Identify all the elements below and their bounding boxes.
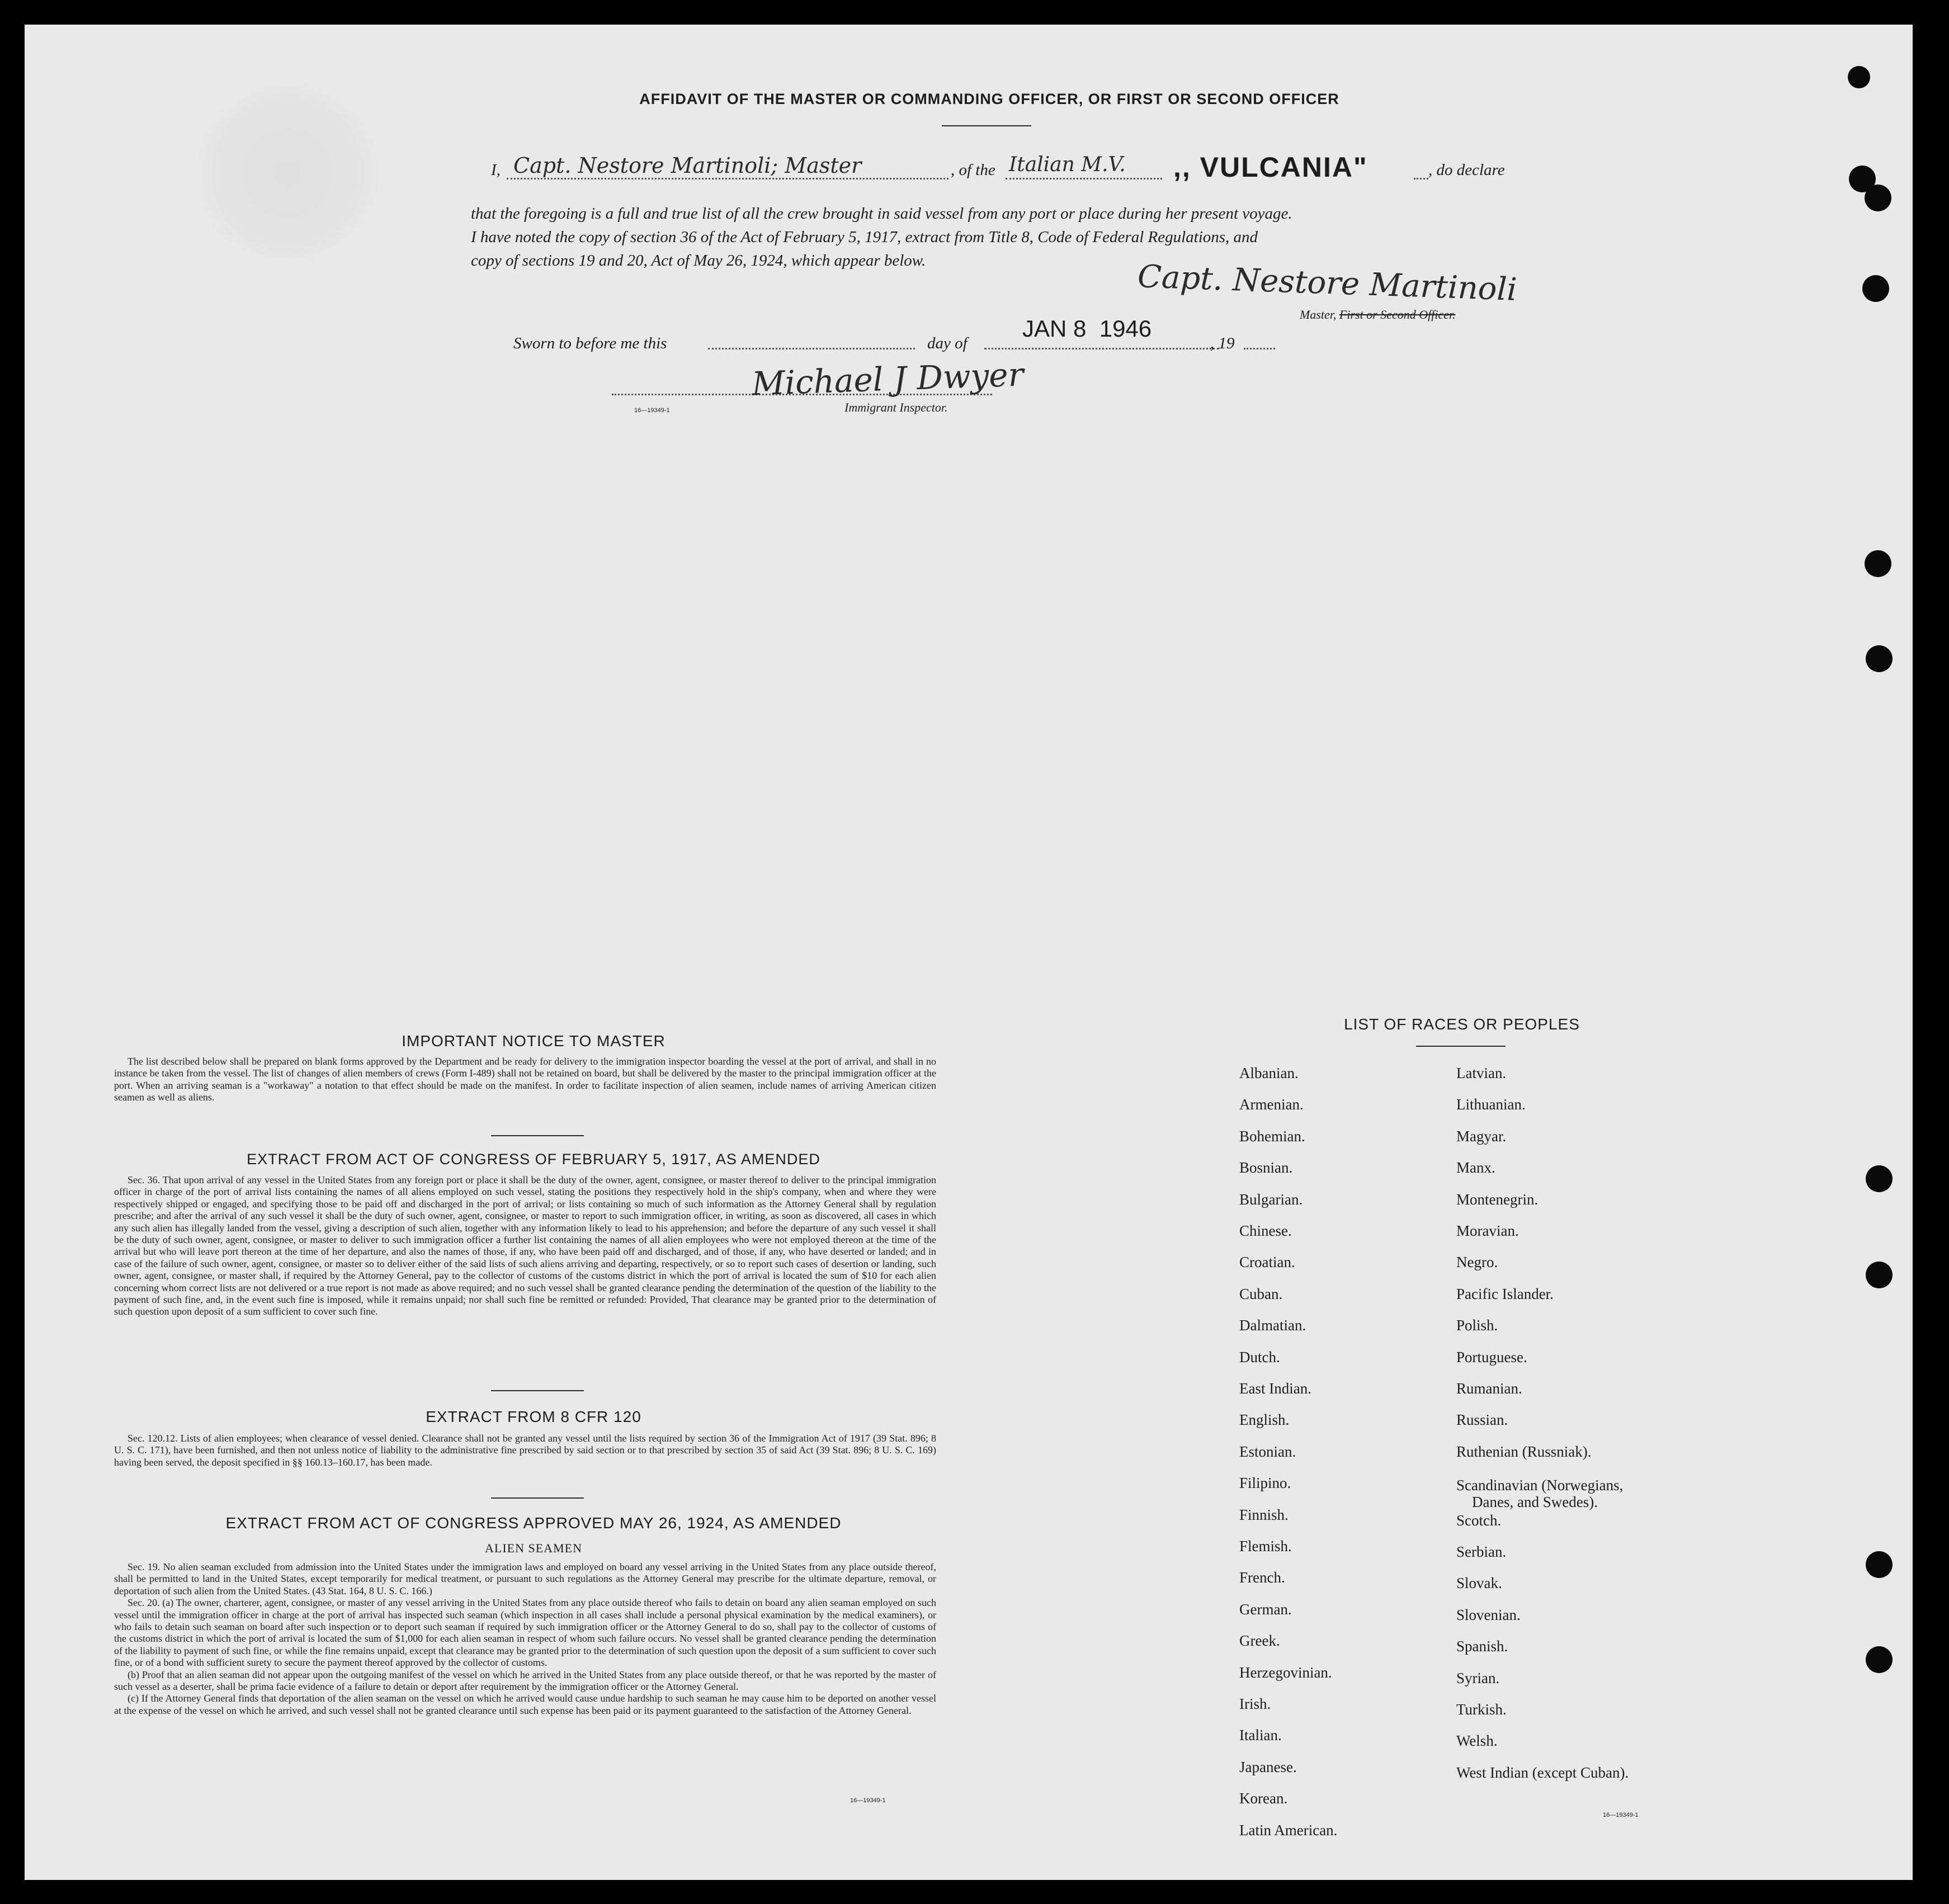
section-120-12-paragraph: Sec. 120.12. Lists of alien employees; when clearance of vessel denied. Clearance shall not be granted any vessel until the lists required by section 36 of the Immigration Act of 1917 (39 Stat. 896; 8 U. S. C. 171), have been furnished, and then not unless notice of liability to the administrative fine prescribed by said section or to that prescribed by section 35 of said Act (39 Stat. 896; 8 U. S. C. 169) having been served, the deposit specified in §§ 160.13–160.17, has been made. [114, 1433, 936, 1468]
section-19-paragraph: Sec. 19. No alien seaman excluded from admission into the United States under the immigration laws and employed on board any vessel arriving in the United States from any place outside thereof, shall be permitted to land in the United States, except temporarily for medical treatment, or pursuant to such regulations as the Attorney General may prescribe for the ultimate departure, removal, or deportation of such alien from the United States. (43 Stat. 164, 8 U. S. C. 166.) [114, 1561, 936, 1596]
race-item: Estonian. [1239, 1443, 1296, 1460]
race-item: Russian. [1456, 1411, 1508, 1429]
affidavit-line3: I have noted the copy of section 36 of the Act of February 5, 1917, extract from Title 8, Code of Federal Regulations, and [471, 228, 1258, 246]
notice-text [114, 1056, 936, 1104]
section-20b-paragraph: (b) Proof that an alien seaman did not appear upon the outgoing manifest of the vessel on which he arrived in the United States from any place outside thereof, or that he was reported by the master of such vessel as a deserter, shall be prima facie evidence of a failure to detain or deport after requirement by the immigration officer or the Attorney General. [114, 1669, 936, 1693]
race-item: Slovak. [1456, 1575, 1502, 1592]
races-title-rule [1416, 1046, 1506, 1047]
act1924-title: EXTRACT FROM ACT OF CONGRESS APPROVED MAY 26, 1924, AS AMENDED [225, 1514, 842, 1532]
race-item: Danes, and Swedes). [1472, 1494, 1598, 1511]
race-item: Finnish. [1239, 1506, 1289, 1523]
race-item: Dalmatian. [1239, 1317, 1306, 1334]
section-20a-paragraph: Sec. 20. (a) The owner, charterer, agent, consignee, or master of any vessel arriving in the United States from any place outside thereof who fails to detain on board any alien seaman employed on such vessel until the immigration officer in charge at the port of arrival has inspected such seaman (which inspection in all cases shall include a personal physical examination by the medical examiners), or who fails to detain such seaman on board after such inspection or to deport such seaman if required by such immigration officer or the Attorney General to do so, shall pay to the collector of customs of the customs district in which the port of arrival is located the sum of $1,000 for each alien seaman in respect of whom such failure occurs. No vessel shall be granted clearance pending the determination of the liability to payment of such fine, or while the fine remains unpaid, except that clearance may be granted prior to the determination of such question upon the deposit of a sum sufficient to cover such fine, or of a bond with sufficient surety to secure the payment thereof approved by the collector of customs. [114, 1597, 936, 1669]
cfr-title: EXTRACT FROM 8 CFR 120 [426, 1408, 641, 1425]
race-item: Armenian. [1239, 1096, 1304, 1113]
race-item: Filipino. [1239, 1475, 1291, 1492]
affidavit-line2: that the foregoing is a full and true list of all the crew brought in said vessel from any port or place during her present voyage. [471, 205, 1292, 223]
race-item: Pacific Islander. [1456, 1285, 1554, 1302]
binder-hole [1866, 1646, 1893, 1673]
line1-post: , do declare [1428, 161, 1505, 179]
race-item: Cuban. [1239, 1285, 1283, 1302]
affidavit-line4: copy of sections 19 and 20, Act of May 26, 1924, which appear below. [471, 252, 926, 270]
binder-hole [1866, 1165, 1893, 1192]
title-rule [942, 125, 1031, 126]
race-item: Lithuanian. [1456, 1096, 1526, 1113]
race-item: Greek. [1239, 1632, 1280, 1650]
form-number: 16—19349-1 [850, 1797, 886, 1804]
master-label [1300, 308, 1456, 322]
race-item: Croatian. [1239, 1254, 1295, 1271]
cfr-text [114, 1433, 936, 1468]
race-item: Irish. [1239, 1695, 1271, 1712]
race-item: Italian. [1239, 1727, 1282, 1744]
race-item: Bosnian. [1239, 1159, 1293, 1177]
act1917-text [114, 1174, 936, 1318]
divider [491, 1497, 584, 1499]
sworn-day: day of [927, 334, 968, 352]
form-number: 16—19349-1 [1603, 1812, 1639, 1818]
race-item: Manx. [1456, 1159, 1495, 1177]
binder-hole [1862, 275, 1889, 302]
act1924-subtitle: ALIEN SEAMEN [485, 1541, 582, 1555]
binder-hole [1866, 1551, 1893, 1578]
race-item: West Indian (except Cuban). [1456, 1764, 1629, 1781]
sworn-year: , 19 [1210, 334, 1235, 352]
race-item: Dutch. [1239, 1348, 1280, 1366]
act1917-title: EXTRACT FROM ACT OF CONGRESS OF FEBRUARY 5, 1917, AS AMENDED [247, 1151, 820, 1168]
race-item: Magyar. [1456, 1127, 1507, 1145]
race-item: Korean. [1239, 1790, 1288, 1807]
race-item: Rumanian. [1456, 1380, 1522, 1397]
act1924-text [114, 1561, 936, 1717]
race-item: Syrian. [1456, 1669, 1500, 1686]
notice-title: IMPORTANT NOTICE TO MASTER [402, 1032, 666, 1050]
race-item: Serbian. [1456, 1543, 1507, 1560]
race-item: Portuguese. [1456, 1348, 1527, 1366]
embossed-seal [192, 81, 383, 265]
section-20c-paragraph: (c) If the Attorney General finds that deportation of the alien seaman on the vessel on which he arrived would cause undue hardship to such seaman he may cause him to be deported on another vessel at the expense of the vessel on which he arrived, and such vessel shall not be granted clearance until such expense has been paid or its payment guaranteed to the satisfaction of the Attorney General. [114, 1693, 936, 1716]
master-name-handwritten: Capt. Nestore Martinoli; Master [513, 153, 862, 178]
binder-hole [1865, 185, 1891, 211]
race-item: Albanian. [1239, 1065, 1299, 1081]
race-item: Negro. [1456, 1254, 1498, 1271]
binder-hole [1866, 1262, 1893, 1288]
race-item: English. [1239, 1411, 1290, 1429]
race-item: Welsh. [1456, 1732, 1498, 1750]
section-36-paragraph: Sec. 36. That upon arrival of any vessel in the United States from any foreign port or place it shall be the duty of the owner, agent, consignee, or master thereof to deliver to the principal immigration officer in charge of the port of arrival lists containing the names of all aliens employed on such vessel, stating the positions they respectively hold in the ship's company, when and where they were respectively shipped or engaged, and specifying those to be paid off and discharged in the port of arrival; or lists containing so much of such information as the Attorney General shall by regulation prescribe; and after the arrival of any such vessel it shall be the duty of such owner, agent, consignee, or master to report to such immigration officer, in writing, as soon as discovered, all cases in which any such alien has illegally landed from the vessel, giving a description of such alien, together with any information likely to lead to his apprehension; and before the departure of any such vessel it shall be the duty of such owner, agent, consignee, or master to deliver to such immigration officer a further list containing the names of all alien employees who were not employed thereon at the time of the arrival but who will leave port thereon at the time of her departure, and also the names of those, if any, who have been paid off and discharged, and of those, if any, who have deserted or landed; and in case of the failure of such owner, agent, consignee, or master so to deliver either of the said lists of such aliens arriving and departing, respectively, or so to report such cases of desertion or landing, such owner, agent, consignee, or master shall, if required by the Attorney General, pay to the collector of customs of the customs district in which the port of arrival is located the sum of $10 for each alien concerning whom correct lists are not delivered or a true report is not made as above required; and no such vessel shall be granted clearance pending the determination of the question of the liability to the payment of such fine, and, in the event such fine is imposed, while it remains unpaid; nor shall such fine be remitted or refunded: Provided, That clearance may be granted prior to the determination of such question upon deposit of a sum sufficient to cover such fine. [114, 1174, 936, 1317]
race-item: Latin American. [1239, 1821, 1338, 1839]
race-item: Bulgarian. [1239, 1190, 1303, 1208]
races-title: LIST OF RACES OR PEOPLES [1344, 1015, 1580, 1033]
line1-pre: I, [491, 161, 501, 179]
race-item: Herzegovinian. [1239, 1664, 1332, 1681]
sworn-pre: Sworn to before me this [513, 334, 667, 352]
race-item: Scotch. [1456, 1511, 1502, 1529]
master-signature: Capt. Nestore Martinoli [1137, 258, 1518, 308]
race-item: Latvian. [1456, 1065, 1507, 1081]
notice-paragraph: The list described below shall be prepared on blank forms approved by the Department and be ready for delivery to the immigration inspector boarding the vessel at the port of arrival, and shall in no instance be taken from the vessel. The list of changes of alien members of crews (Form I-489) shall not be retained on board, but shall be delivered by the master to the principal immigration officer at the port. When an arriving seaman is a "workaway" a notation to that effect should be made on the manifest. In order to facilitate inspection of alien seamen, include names of arriving American citizen seamen as well as aliens. [114, 1056, 936, 1103]
race-item: French. [1239, 1569, 1285, 1586]
binder-hole [1865, 550, 1891, 577]
master-label-text: Master, [1300, 308, 1337, 322]
race-item: Slovenian. [1456, 1606, 1521, 1623]
inspector-label: Immigrant Inspector. [844, 400, 948, 414]
divider [491, 1390, 584, 1391]
officer-struck: First or Second Officer. [1339, 308, 1456, 322]
race-item: Flemish. [1239, 1538, 1292, 1555]
race-item: Bohemian. [1239, 1127, 1305, 1145]
sworn-date-stamp: JAN 8 1946 [1022, 315, 1152, 342]
race-item: German. [1239, 1600, 1292, 1618]
divider [491, 1135, 584, 1136]
inspector-signature: Michael J Dwyer [751, 355, 1025, 403]
race-item: Moravian. [1456, 1222, 1519, 1239]
race-item: East Indian. [1239, 1380, 1311, 1397]
race-item: Spanish. [1456, 1638, 1508, 1655]
binder-hole [1866, 645, 1893, 672]
affidavit-line1 [491, 151, 1526, 185]
race-item: Scandinavian (Norwegians, [1456, 1477, 1624, 1494]
affidavit-title: AFFIDAVIT OF THE MASTER OR COMMANDING OFFICER, OR FIRST OR SECOND OFFICER [639, 91, 1339, 107]
form-page [25, 25, 1913, 1880]
line1-mid: , of the [951, 161, 995, 179]
race-item: Polish. [1456, 1317, 1498, 1334]
race-item: Montenegrin. [1456, 1190, 1539, 1208]
binder-hole [1848, 66, 1870, 88]
race-item: Ruthenian (Russniak). [1456, 1443, 1592, 1460]
vessel-type-handwritten: Italian M.V. [1009, 153, 1126, 176]
race-item: Japanese. [1239, 1758, 1297, 1775]
race-item: Chinese. [1239, 1222, 1292, 1239]
vessel-name: ,, VULCANIA" [1173, 152, 1368, 183]
form-number: 16—19349-1 [634, 407, 670, 414]
race-item: Turkish. [1456, 1701, 1507, 1718]
